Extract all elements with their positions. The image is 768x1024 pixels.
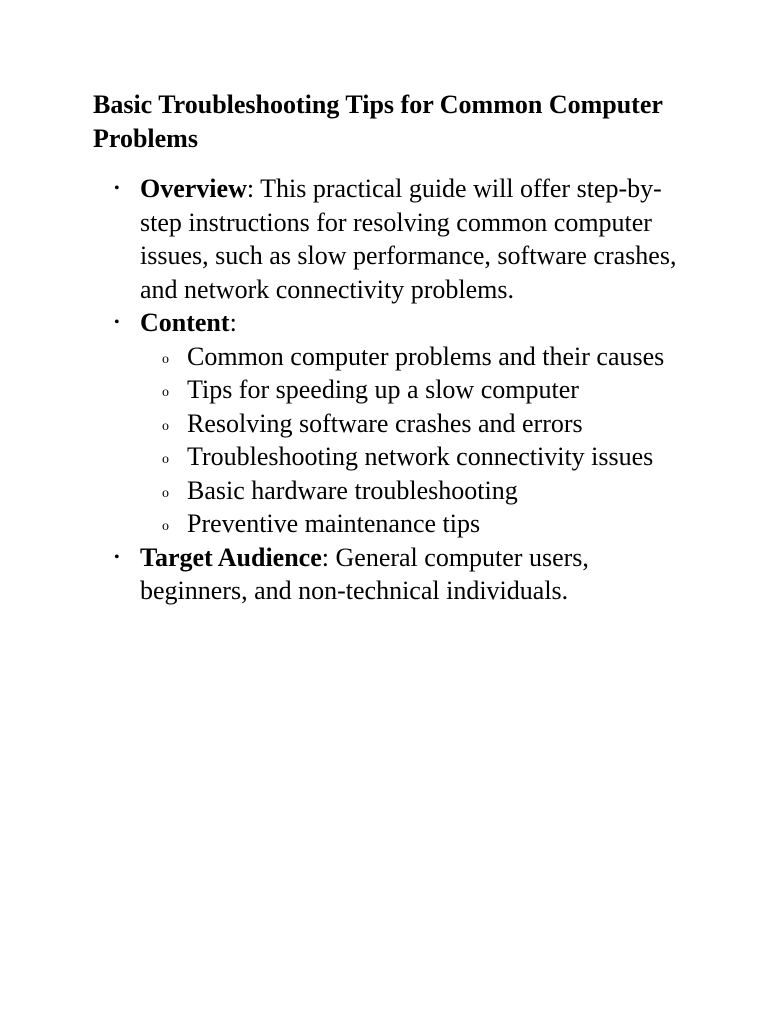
hollow-bullet-icon: o bbox=[162, 385, 169, 400]
bullet-icon: • bbox=[114, 180, 120, 197]
list-item-overview bbox=[93, 172, 693, 306]
overview-text: This practical guide will offer step-by-step instructions for resolving common computer issues, such as slow performance, software crashes, and network connectivity problems. bbox=[140, 174, 677, 304]
hollow-bullet-icon: o bbox=[162, 418, 169, 434]
document-page bbox=[93, 88, 693, 608]
sub-list-item bbox=[140, 373, 693, 407]
hollow-bullet-icon: o bbox=[162, 485, 169, 501]
target-audience-term: Target Audience bbox=[140, 542, 322, 572]
content-sub-list bbox=[140, 340, 693, 541]
sub-item-text: Resolving software crashes and errors bbox=[187, 408, 583, 438]
sub-item-text: Basic hardware troubleshooting bbox=[187, 475, 518, 505]
overview-separator: : bbox=[246, 174, 255, 203]
sub-list-item bbox=[140, 340, 693, 374]
content-term: Content bbox=[140, 308, 230, 337]
hollow-bullet-icon: o bbox=[162, 452, 169, 467]
sub-list-item bbox=[140, 507, 693, 541]
sub-item-text: Common computer problems and their causes bbox=[187, 341, 665, 371]
overview-term: Overview bbox=[140, 174, 247, 203]
sub-list-item bbox=[140, 440, 693, 474]
sub-item-text: Tips for speeding up a slow computer bbox=[187, 375, 579, 404]
sub-list-item bbox=[140, 474, 693, 508]
bullet-icon: • bbox=[114, 314, 120, 331]
sub-list-item bbox=[140, 407, 693, 441]
main-bullet-list bbox=[93, 172, 693, 608]
target-audience-text: General computer users, beginners, and non-technical individuals. bbox=[140, 542, 589, 605]
document-title: Basic Troubleshooting Tips for Common Computer Problems bbox=[93, 90, 663, 153]
sub-item-text: Troubleshooting network connectivity issues bbox=[187, 442, 654, 471]
hollow-bullet-icon: o bbox=[162, 351, 169, 367]
list-item-content bbox=[93, 306, 693, 541]
list-item-target-audience bbox=[93, 541, 693, 608]
bullet-icon: • bbox=[114, 548, 120, 566]
target-audience-separator: : bbox=[321, 542, 329, 572]
hollow-bullet-icon: o bbox=[162, 519, 169, 534]
sub-item-text: Preventive maintenance tips bbox=[187, 509, 481, 538]
content-separator: : bbox=[229, 308, 237, 337]
